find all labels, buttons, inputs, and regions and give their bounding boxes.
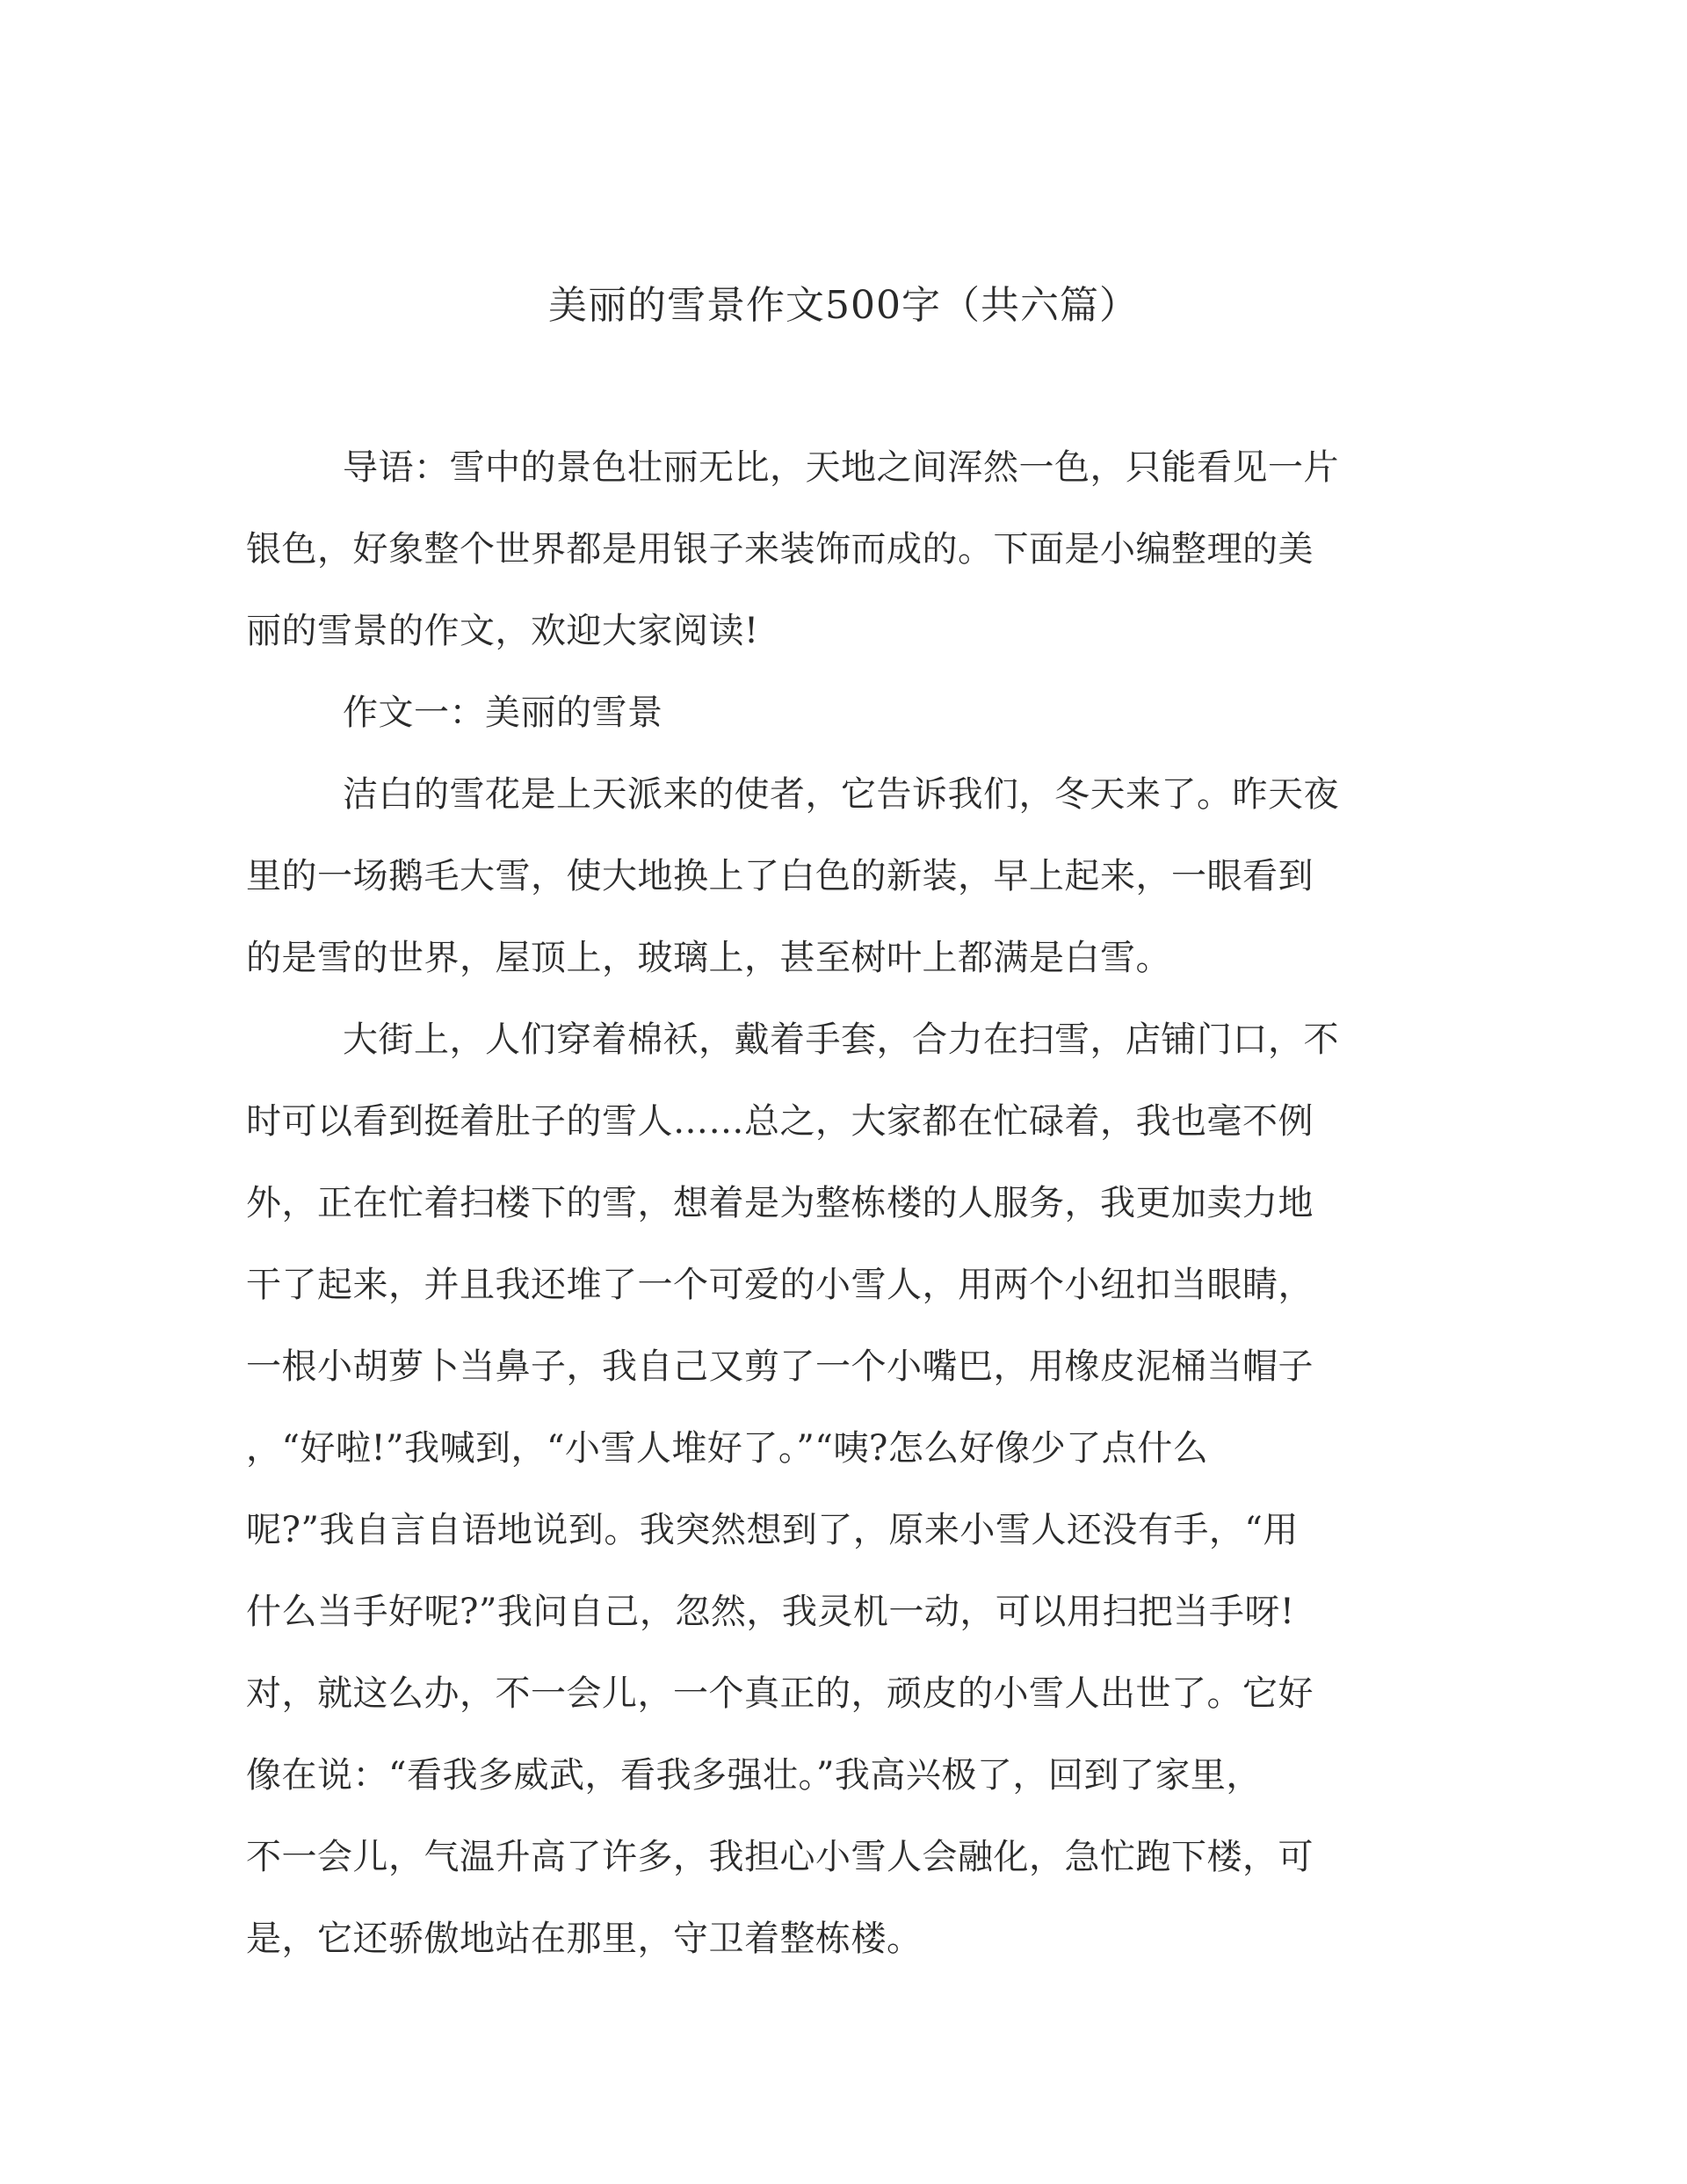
text-line: 导语：雪中的景色壮丽无比，天地之间浑然一色，只能看见一片 xyxy=(343,447,1339,488)
text-line: 一根小胡萝卜当鼻子，我自己又剪了一个小嘴巴，用橡皮泥桶当帽子 xyxy=(246,1346,1314,1387)
text-line: 银色，好象整个世界都是用银子来装饰而成的。下面是小编整理的美 xyxy=(246,529,1314,570)
text-line: 里的一场鹅毛大雪，使大地换上了白色的新装，早上起来，一眼看到 xyxy=(246,856,1314,896)
text-line: 干了起来，并且我还堆了一个可爱的小雪人，用两个小纽扣当眼睛， xyxy=(246,1265,1314,1305)
text-line: 呢?”我自言自语地说到。我突然想到了，原来小雪人还没有手，“用 xyxy=(246,1510,1299,1550)
text-line: 丽的雪景的作文，欢迎大家阅读! xyxy=(246,611,759,651)
text-line: 对，就这么办，不一会儿，一个真正的，顽皮的小雪人出世了。它好 xyxy=(246,1673,1314,1714)
text-line: 时可以看到挺着肚子的雪人……总之，大家都在忙碌着，我也毫不例 xyxy=(246,1101,1314,1142)
text-line: 大街上，人们穿着棉袄，戴着手套，合力在扫雪，店铺门口，不 xyxy=(343,1019,1339,1060)
text-line: 像在说：“看我多威武，看我多强壮。”我高兴极了，回到了家里， xyxy=(246,1755,1262,1796)
text-line: ，“好啦!”我喊到，“小雪人堆好了。”“咦?怎么好像少了点什么 xyxy=(246,1428,1209,1469)
text-line: 洁白的雪花是上天派来的使者，它告诉我们，冬天来了。昨天夜 xyxy=(343,774,1339,815)
document-title: 美丽的雪景作文500字（共六篇） xyxy=(548,283,1139,328)
text-line: 是，它还骄傲地站在那里，守卫着整栋楼。 xyxy=(246,1919,923,1959)
section-heading: 作文一：美丽的雪景 xyxy=(343,693,663,733)
text-line: 不一会儿，气温升高了许多，我担心小雪人会融化，急忙跑下楼，可 xyxy=(246,1837,1314,1877)
text-line: 什么当手好呢?”我问自己，忽然，我灵机一动，可以用扫把当手呀! xyxy=(246,1592,1295,1632)
text-line: 的是雪的世界，屋顶上，玻璃上，甚至树叶上都满是白雪。 xyxy=(246,938,1171,978)
text-line: 外，正在忙着扫楼下的雪，想着是为整栋楼的人服务，我更加卖力地 xyxy=(246,1183,1314,1223)
